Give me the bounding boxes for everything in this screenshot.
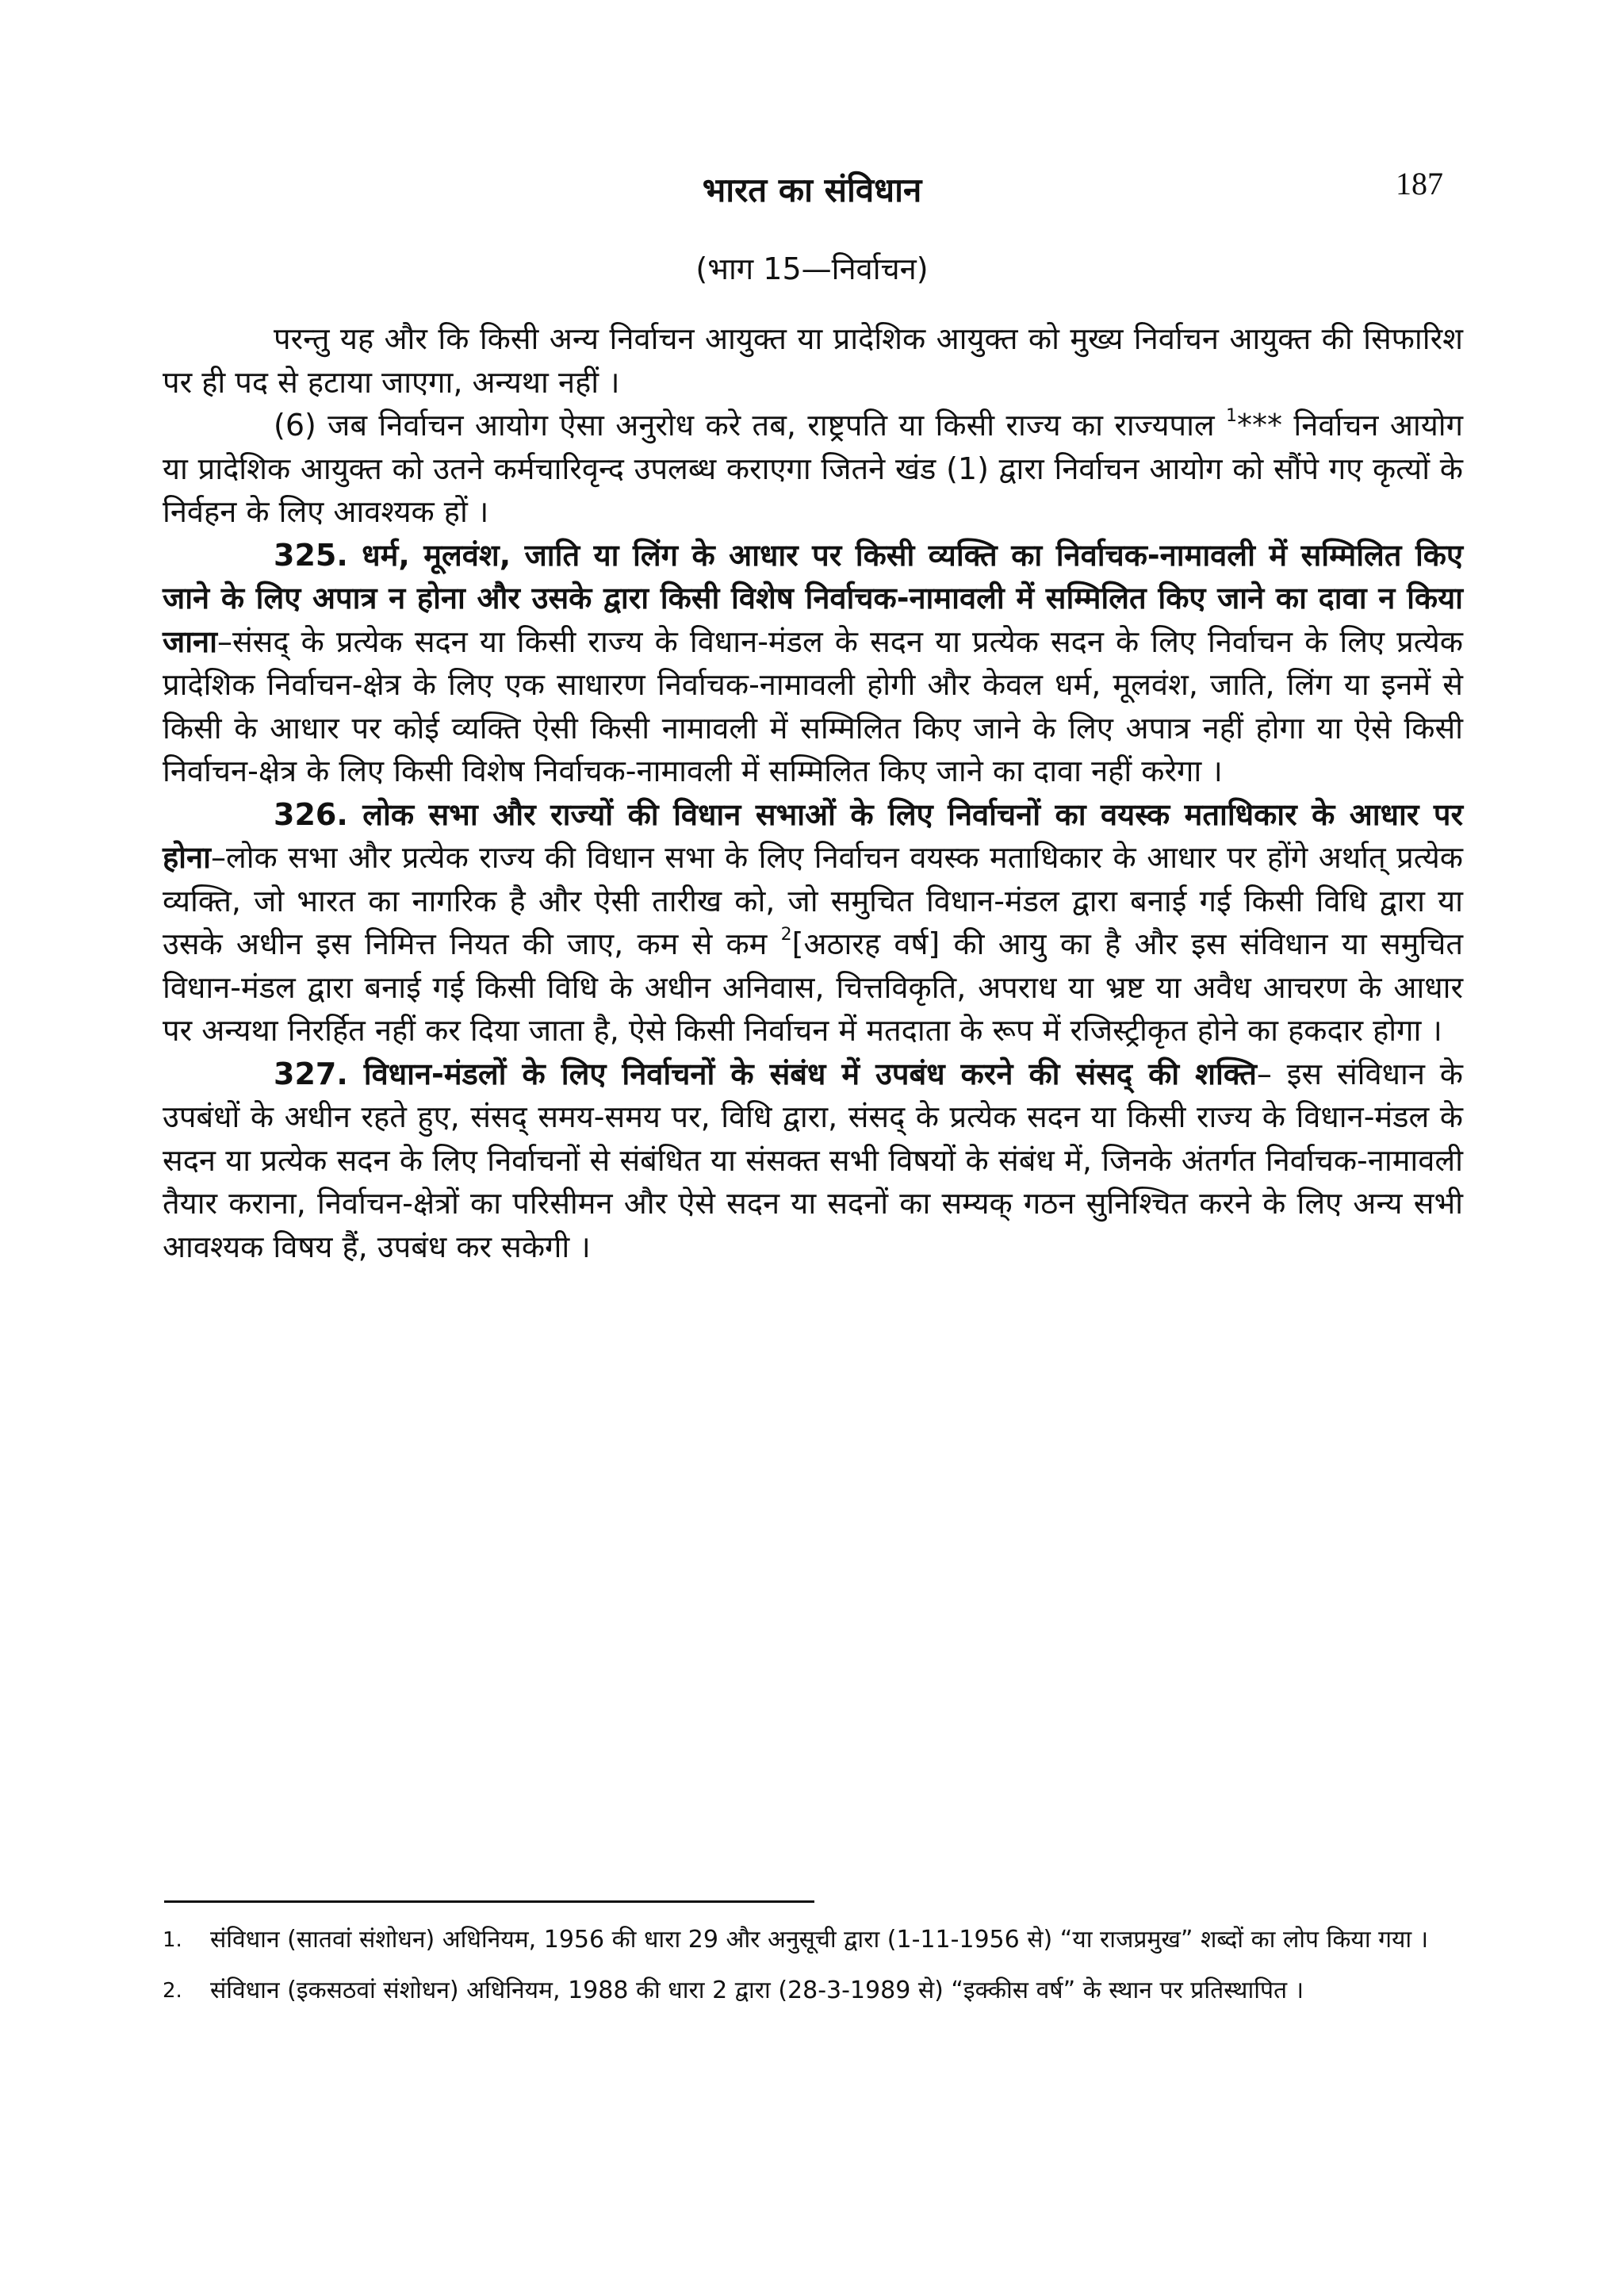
article-326 <box>163 793 1463 1053</box>
footnote-1 <box>163 1919 1463 1961</box>
clause-6-text-part1: (6) जब निर्वाचन आयोग ऐसा अनुरोध करे तब, राष्ट्रपति या किसी राज्य का राज्यपाल <box>274 408 1227 443</box>
article-325-text: –संसद् के प्रत्येक सदन या किसी राज्य के विधान-मंडल के सदन या प्रत्येक सदन के लिए निर्वाचन के लिए प्रत्येक प्रादेशिक निर्वाचन-क्षेत्र के लिए एक साधारण निर्वाचक-नामावली होगी और केवल धर्म, मूलवंश, जाति, लिंग या इनमें से किसी के आधार पर कोई व्यक्ति ऐसी किसी नामावली में सम्मिलित किए जाने के लिए अपात्र नहीं होगा या ऐसे किसी निर्वाचन-क्षेत्र के लिए किसी विशेष निर्वाचक-नामावली में सम्मिलित किए जाने का दावा नहीं करेगा । <box>163 623 1463 788</box>
article-327-text: – इस संविधान के उपबंधों के अधीन रहते हुए, संसद् समय-समय पर, विधि द्वारा, संसद् के प्रत्येक सदन या किसी राज्य के विधान-मंडल के सदन या प्रत्येक सदन के लिए निर्वाचनों से संबंधित या संसक्त सभी विषयों के संबंध में, जिनके अंतर्गत निर्वाचक-नामावली तैयार कराना, निर्वाचन-क्षेत्रों का परिसीमन और ऐसे सदन या सदनों का सम्यक् गठन सुनिश्चित करने के लिए अन्य सभी आवश्यक विषय हैं, उपबंध कर सकेगी । <box>163 1056 1463 1264</box>
article-326-text-part2: [अठारह वर्ष] की आयु का है और इस संविधान या समुचित विधान-मंडल द्वारा बनाई गई किसी विधि के अधीन अनिवास, चित्तविकृति, अपराध या भ्रष्ट या अवैध आचरण के आधार पर अन्यथा निरर्हित नहीं कर दिया जाता है, ऐसे किसी निर्वाचन में मतदाता के रूप में रजिस्ट्रीकृत होने का हकदार होगा । <box>163 926 1463 1048</box>
footnote-divider <box>164 1900 814 1903</box>
page-number: 187 <box>1396 166 1443 201</box>
article-325 <box>163 534 1463 793</box>
proviso-paragraph: परन्तु यह और कि किसी अन्य निर्वाचन आयुक्त या प्रादेशिक आयुक्त को मुख्य निर्वाचन आयुक्त की सिफारिश पर ही पद से हटाया जाएगा, अन्यथा नहीं । <box>163 321 1463 400</box>
article-326-text-part1: –लोक सभा और प्रत्येक राज्य की विधान सभा के लिए निर्वाचन वयस्क मताधिकार के आधार पर होंगे अर्थात् प्रत्येक व्यक्ति, जो भारत का नागरिक है और ऐसी तारीख को, जो समुचित विधान-मंडल द्वारा बनाई गई किसी विधि द्वारा या उसके अधीन इस निमित्त नियत की जाए, कम से कम <box>163 840 1463 961</box>
page-subtitle: (भाग 15—निर्वाचन) <box>695 251 929 286</box>
article-327-heading: 327. विधान-मंडलों के लिए निर्वाचनों के संबंध में उपबंध करने की संसद् की शक्ति <box>274 1056 1257 1091</box>
footnote-2-number: 2. <box>163 1979 182 2003</box>
footnote-ref-2: 2 <box>780 925 792 945</box>
footnote-1-text: संविधान (सातवां संशोधन) अधिनियम, 1956 की धारा 29 और अनुसूची द्वारा (1-11-1956 से) “या राजप्रमुख” शब्दों का लोप किया गया । <box>210 1926 1429 1954</box>
clause-6-paragraph <box>163 404 1463 534</box>
footnote-2-text: संविधान (इकसठवां संशोधन) अधिनियम, 1988 की धारा 2 द्वारा (28-3-1989 से) “इक्कीस वर्ष” के स्थान पर प्रतिस्थापित । <box>210 1977 1304 2004</box>
article-325-heading: 325. धर्म, मूलवंश, जाति या लिंग के आधार पर किसी व्यक्ति का निर्वाचक-नामावली में सम्मिलित किए जाने के लिए अपात्र न होना और उसके द्वारा किसी विशेष निर्वाचक-नामावली में सम्मिलित किए जाने का दावा न किया जाना <box>163 537 1463 659</box>
article-327 <box>163 1053 1463 1269</box>
body-text <box>163 317 1463 1268</box>
clause-6-text-part2: *** निर्वाचन आयोग या प्रादेशिक आयुक्त को उतने कर्मचारिवृन्द उपलब्ध कराएगा जितने खंड (1) द्वारा निर्वाचन आयोग को सौंपे गए कृत्यों के निर्वहन के लिए आवश्यक हों । <box>163 408 1463 529</box>
footnote-ref-1: 1 <box>1226 406 1238 427</box>
page-title: भारत का संविधान <box>702 171 922 209</box>
article-326-heading: 326. लोक सभा और राज्यों की विधान सभाओं के लिए निर्वाचनों का वयस्क मताधिकार के आधार पर होना <box>163 796 1463 875</box>
footnote-1-number: 1. <box>163 1928 182 1952</box>
footnotes <box>163 1919 1463 2021</box>
footnote-2 <box>163 1970 1463 2011</box>
